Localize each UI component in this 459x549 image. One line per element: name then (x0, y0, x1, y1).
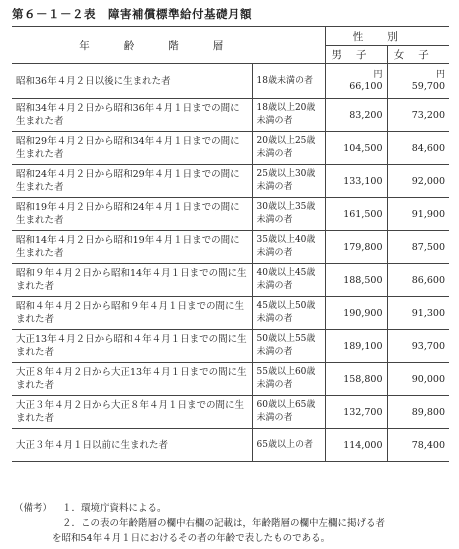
male-amount: 114,000 (343, 439, 383, 451)
female-amount-cell (387, 165, 449, 198)
male-header: 男子 (325, 46, 387, 64)
male-amount: 133,100 (343, 175, 383, 187)
table-body (12, 64, 449, 462)
age-group-birth-range: 昭和34年４月２日から昭和36年４月１日までの間に生まれた者 (12, 99, 252, 132)
yen-unit-label: 円 (435, 69, 445, 80)
male-amount: 190,900 (343, 307, 383, 319)
female-header: 女子 (387, 46, 449, 64)
age-group-age-range: 18歳未満の者 (252, 64, 325, 99)
note-item-2-continued: を昭和54年４月１日におけるその者の年齢で表したものである。 (52, 533, 331, 544)
table-row (12, 429, 449, 462)
note-item-1: １．環境庁資料による。 (62, 503, 167, 514)
female-amount: 78,400 (411, 439, 445, 451)
male-amount: 188,500 (343, 274, 383, 286)
female-amount: 90,000 (411, 373, 445, 385)
male-amount: 83,200 (349, 109, 383, 121)
male-amount-cell (325, 396, 387, 429)
age-group-birth-range: 昭和14年４月２日から昭和19年４月１日までの間に生まれた者 (12, 231, 252, 264)
male-amount-cell (325, 64, 387, 99)
age-group-birth-range: 昭和29年４月２日から昭和34年４月１日までの間に生まれた者 (12, 132, 252, 165)
notes-label: （備考） (14, 503, 53, 514)
age-group-age-range: 65歳以上の者 (252, 429, 325, 462)
female-amount-cell (387, 198, 449, 231)
table-row (12, 165, 449, 198)
female-amount-cell (387, 99, 449, 132)
male-amount-cell (325, 231, 387, 264)
age-group-birth-range: 大正８年４月２日から大正13年４月１日までの間に生まれた者 (12, 363, 252, 396)
male-amount: 158,800 (343, 373, 383, 385)
age-group-birth-range: 大正13年４月２日から昭和４年４月１日までの間に生まれた者 (12, 330, 252, 363)
table-row (12, 64, 449, 99)
male-amount: 179,800 (343, 241, 383, 253)
benefit-table (12, 26, 449, 462)
table-row (12, 330, 449, 363)
female-amount-cell (387, 297, 449, 330)
age-group-age-range: 30歳以上35歳未満の者 (252, 198, 325, 231)
male-amount: 66,100 (349, 80, 383, 92)
age-group-birth-range: 昭和９年４月２日から昭和14年４月１日までの間に生まれた者 (12, 264, 252, 297)
female-amount: 91,300 (411, 307, 445, 319)
age-group-age-range: 40歳以上45歳未満の者 (252, 264, 325, 297)
table-row (12, 198, 449, 231)
male-amount-cell (325, 363, 387, 396)
female-amount-cell (387, 330, 449, 363)
age-group-age-range: 25歳以上30歳未満の者 (252, 165, 325, 198)
male-amount: 161,500 (343, 208, 383, 220)
age-group-age-range: 50歳以上55歳未満の者 (252, 330, 325, 363)
table-row (12, 297, 449, 330)
age-group-birth-range: 昭和24年４月２日から昭和29年４月１日までの間に生まれた者 (12, 165, 252, 198)
female-amount: 87,500 (411, 241, 445, 253)
female-amount: 86,600 (411, 274, 445, 286)
male-amount-cell (325, 198, 387, 231)
yen-unit-label: 円 (373, 69, 383, 80)
age-group-age-range: 45歳以上50歳未満の者 (252, 297, 325, 330)
female-amount: 59,700 (411, 80, 445, 92)
female-amount: 93,700 (411, 340, 445, 352)
male-amount-cell (325, 99, 387, 132)
female-amount: 84,600 (411, 142, 445, 154)
female-amount-cell (387, 231, 449, 264)
male-amount: 104,500 (343, 142, 383, 154)
female-amount-cell (387, 363, 449, 396)
note-item-2: ２．この表の年齢階層の欄中右欄の記載は，年齢階層の欄中左欄に掲げる者 (62, 518, 386, 529)
table-title: 第６－１－２表 障害補償標準給付基礎月額 (12, 7, 252, 21)
female-amount: 73,200 (411, 109, 445, 121)
age-group-birth-range: 昭和19年４月２日から昭和24年４月１日までの間に生まれた者 (12, 198, 252, 231)
age-group-age-range: 60歳以上65歳未満の者 (252, 396, 325, 429)
female-amount-cell (387, 132, 449, 165)
age-group-header: 年齢階層 (12, 27, 325, 64)
female-amount: 92,000 (411, 175, 445, 187)
male-amount-cell (325, 297, 387, 330)
age-group-age-range: 18歳以上20歳未満の者 (252, 99, 325, 132)
age-group-birth-range: 昭和４年４月２日から昭和９年４月１日までの間に生まれた者 (12, 297, 252, 330)
female-amount-cell (387, 396, 449, 429)
table-row (12, 363, 449, 396)
table-row (12, 132, 449, 165)
female-amount: 91,900 (411, 208, 445, 220)
female-amount: 89,800 (411, 406, 445, 418)
table-row (12, 99, 449, 132)
table-row (12, 231, 449, 264)
table-row (12, 396, 449, 429)
male-amount-cell (325, 330, 387, 363)
age-group-age-range: 20歳以上25歳未満の者 (252, 132, 325, 165)
age-group-age-range: 55歳以上60歳未満の者 (252, 363, 325, 396)
age-group-age-range: 35歳以上40歳未満の者 (252, 231, 325, 264)
male-amount-cell (325, 264, 387, 297)
age-group-birth-range: 大正３年４月２日から大正８年４月１日までの間に生まれた者 (12, 396, 252, 429)
female-amount-cell (387, 264, 449, 297)
male-amount-cell (325, 132, 387, 165)
female-amount-cell (387, 429, 449, 462)
male-amount-cell (325, 429, 387, 462)
male-amount: 132,700 (343, 406, 383, 418)
age-group-birth-range: 大正３年４月１日以前に生まれた者 (12, 429, 252, 462)
table-row (12, 264, 449, 297)
age-group-birth-range: 昭和36年４月２日以後に生まれた者 (12, 64, 252, 99)
notes (14, 501, 385, 546)
female-amount-cell (387, 64, 449, 99)
sex-header: 性別 (325, 27, 449, 46)
male-amount-cell (325, 165, 387, 198)
male-amount: 189,100 (343, 340, 383, 352)
